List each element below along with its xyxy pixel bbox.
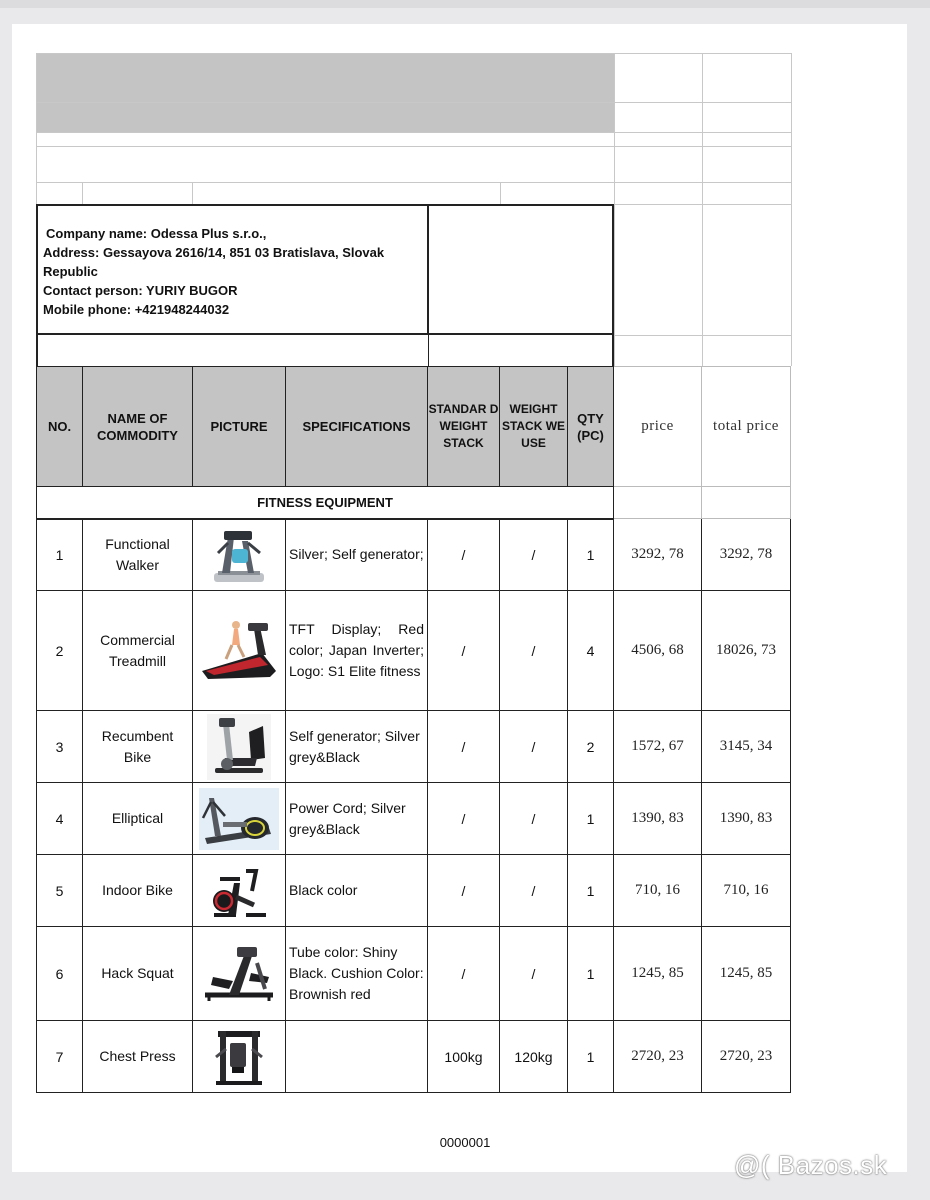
row-qty: 2: [568, 711, 614, 783]
header-no: NO.: [37, 367, 83, 487]
indoor-bike-picture: [193, 855, 286, 927]
row-no: 4: [37, 783, 83, 855]
row-specs: [286, 1021, 428, 1093]
row-name: Functional Walker: [83, 519, 193, 591]
row-weight: /: [500, 591, 568, 711]
header-standard-weight: STANDAR D WEIGHT STACK: [428, 367, 500, 487]
table-row: [37, 927, 791, 1021]
row-specs: Power Cord; Silver grey&Black: [286, 783, 428, 855]
row-specs: Black color: [286, 855, 428, 927]
row-qty: 4: [568, 591, 614, 711]
header-qty: QTY (PC): [568, 367, 614, 487]
row-price: 2720, 23: [614, 1021, 702, 1093]
row-total: 710, 16: [702, 855, 791, 927]
row-no: 3: [37, 711, 83, 783]
section-title: FITNESS EQUIPMENT: [37, 487, 614, 519]
chest-press-picture: [193, 1021, 286, 1093]
row-total: 1390, 83: [702, 783, 791, 855]
row-standard: /: [428, 591, 500, 711]
row-weight: /: [500, 711, 568, 783]
row-name: Commercial Treadmill: [83, 591, 193, 711]
bazos-watermark: @( Bazos.sk: [734, 1150, 888, 1180]
page-number: 0000001: [439, 1135, 491, 1150]
row-specs: Self generator; Silver grey&Black: [286, 711, 428, 783]
row-specs: TFT Display; Red color; Japan Inverter; Logo: S1 Elite fitness: [286, 591, 428, 711]
row-price: 1572, 67: [614, 711, 702, 783]
row-name: Indoor Bike: [83, 855, 193, 927]
table-row: [37, 1021, 791, 1093]
row-no: 5: [37, 855, 83, 927]
spacer-row: [36, 333, 614, 368]
row-standard: 100kg: [428, 1021, 500, 1093]
row-qty: 1: [568, 519, 614, 591]
hack-squat-picture: [193, 927, 286, 1021]
company-name: Company name: Odessa Plus s.r.o.,: [46, 226, 267, 241]
functional-walker-picture: [193, 519, 286, 591]
section-row: [37, 487, 791, 519]
table-row: [37, 783, 791, 855]
row-qty: 1: [568, 1021, 614, 1093]
row-price: 4506, 68: [614, 591, 702, 711]
row-no: 1: [37, 519, 83, 591]
table-row: [37, 855, 791, 927]
table-row: [37, 711, 791, 783]
row-price: 710, 16: [614, 855, 702, 927]
mobile-phone: Mobile phone: +421948244032: [43, 302, 230, 317]
row-standard: /: [428, 783, 500, 855]
company-address: Address: Gessayova 2616/14, 851 03 Bratislava, Slovak Republic: [43, 245, 385, 279]
header-price: price: [614, 367, 702, 487]
row-weight: /: [500, 855, 568, 927]
row-weight: /: [500, 783, 568, 855]
row-qty: 1: [568, 855, 614, 927]
row-total: 3145, 34: [702, 711, 791, 783]
company-info-box: [36, 204, 429, 335]
header-specifications: SPECIFICATIONS: [286, 367, 428, 487]
row-total: 3292, 78: [702, 519, 791, 591]
row-price: 3292, 78: [614, 519, 702, 591]
row-no: 6: [37, 927, 83, 1021]
header-picture: PICTURE: [193, 367, 286, 487]
recumbent-bike-picture: [193, 711, 286, 783]
company-side-box: [427, 204, 614, 335]
row-no: 7: [37, 1021, 83, 1093]
invoice-table: [36, 366, 791, 1093]
row-weight: 120kg: [500, 1021, 568, 1093]
row-name: Hack Squat: [83, 927, 193, 1021]
row-price: 1245, 85: [614, 927, 702, 1021]
elliptical-picture: [193, 783, 286, 855]
row-total: 1245, 85: [702, 927, 791, 1021]
row-name: Chest Press: [83, 1021, 193, 1093]
row-standard: /: [428, 711, 500, 783]
row-weight: /: [500, 519, 568, 591]
row-qty: 1: [568, 783, 614, 855]
row-total: 18026, 73: [702, 591, 791, 711]
row-price: 1390, 83: [614, 783, 702, 855]
table-row: [37, 519, 791, 591]
header-row: [37, 367, 791, 487]
row-total: 2720, 23: [702, 1021, 791, 1093]
top-edge: [0, 0, 930, 8]
row-standard: /: [428, 927, 500, 1021]
row-qty: 1: [568, 927, 614, 1021]
row-name: Recumbent Bike: [83, 711, 193, 783]
table-row: [37, 591, 791, 711]
row-no: 2: [37, 591, 83, 711]
header-name: NAME OF COMMODITY: [83, 367, 193, 487]
row-specs: Silver; Self generator;: [286, 519, 428, 591]
row-name: Elliptical: [83, 783, 193, 855]
header-total-price: total price: [702, 367, 791, 487]
row-standard: /: [428, 519, 500, 591]
row-standard: /: [428, 855, 500, 927]
row-weight: /: [500, 927, 568, 1021]
header-weight-use: WEIGHT STACK WE USE: [500, 367, 568, 487]
contact-person: Contact person: YURIY BUGOR: [43, 283, 238, 298]
row-specs: Tube color: Shiny Black. Cushion Color: Brownish red: [286, 927, 428, 1021]
treadmill-picture: [193, 591, 286, 711]
